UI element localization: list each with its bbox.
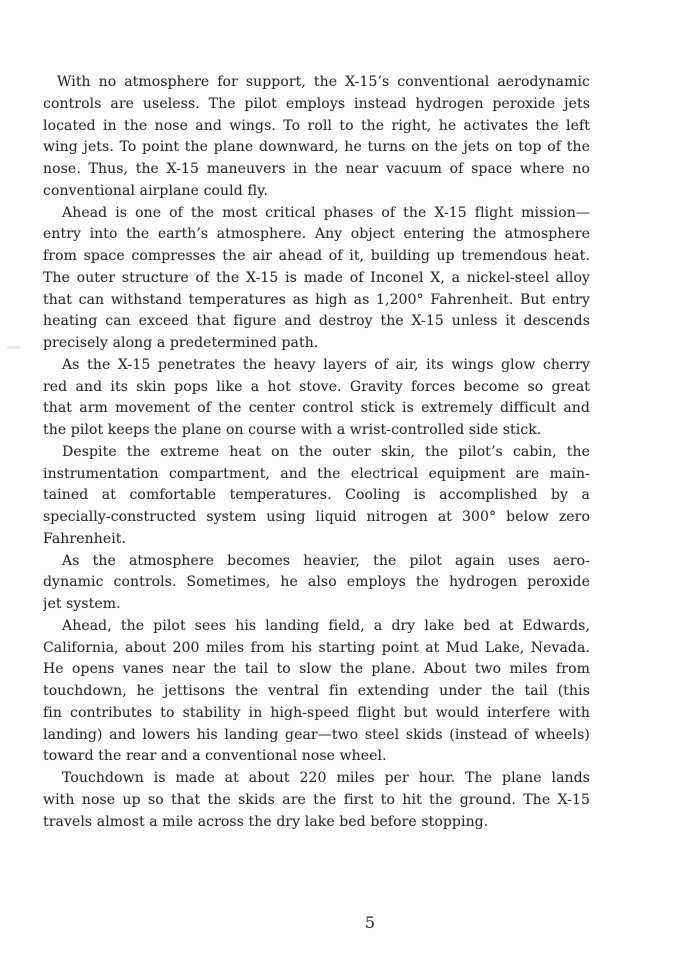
text-line: The outer structure of the X-15 is made of Inconel X, a nickel-steel alloy bbox=[43, 269, 590, 286]
body-text bbox=[43, 72, 590, 833]
text-line: wing jets. To point the plane downward, he turns on the jets on top of the bbox=[43, 139, 590, 156]
text-line: touchdown, he jettisons the ventral fin extending under the tail (this bbox=[43, 683, 590, 699]
scan-smudge-mark bbox=[7, 346, 20, 349]
text-line: red and its skin pops like a hot stove. Gravity forces become so great bbox=[43, 378, 590, 395]
text-line: Touchdown is made at about 220 miles per hour. The plane lands bbox=[62, 770, 590, 786]
page-number: 5 bbox=[364, 913, 376, 932]
text-line: jet system. bbox=[43, 596, 121, 612]
text-line: As the atmosphere becomes heavier, the pilot again uses aero- bbox=[62, 552, 590, 569]
text-line: precisely along a predetermined path. bbox=[43, 335, 319, 351]
text-line: located in the nose and wings. To roll to the right, he activates the left bbox=[43, 117, 590, 134]
text-line: toward the rear and a conventional nose wheel. bbox=[43, 748, 387, 765]
text-line: that can withstand temperatures as high as 1,200° Fahrenheit. But entry bbox=[43, 291, 590, 308]
text-line: the pilot keeps the plane on course with a wrist-controlled side stick. bbox=[43, 422, 542, 438]
text-line: travels almost a mile across the dry lake bed before stopping. bbox=[43, 813, 489, 830]
text-line: Ahead is one of the most critical phases of the X-15 flight mission— bbox=[62, 204, 590, 221]
text-line: landing) and lowers his landing gear—two steel skids (instead of wheels) bbox=[43, 726, 590, 743]
text-line: fin contributes to stability in high-speed flight but would interfere with bbox=[43, 704, 590, 721]
text-line: dynamic controls. Sometimes, he also employs the hydrogen peroxide bbox=[43, 574, 590, 591]
text-line: instrumentation compartment, and the electrical equipment are main- bbox=[43, 465, 590, 482]
text-line: entry into the earth’s atmosphere. Any object entering the atmosphere bbox=[43, 226, 590, 243]
text-line: tained at comfortable temperatures. Cooling is accomplished by a bbox=[43, 487, 590, 504]
text-line: With no atmosphere for support, the X-15’s conventional aerodynamic bbox=[57, 74, 590, 90]
text-line: California, about 200 miles from his starting point at Mud Lake, Nevada. bbox=[43, 639, 590, 656]
text-line: As the X-15 penetrates the heavy layers of air, its wings glow cherry bbox=[62, 356, 590, 373]
text-line: heating can exceed that figure and destroy the X-15 unless it descends bbox=[43, 313, 590, 330]
text-line: with nose up so that the skids are the first to hit the ground. The X-15 bbox=[43, 791, 590, 808]
text-line: that arm movement of the center control stick is extremely difficult and bbox=[43, 400, 590, 417]
text-line: He opens vanes near the tail to slow the plane. About two miles from bbox=[43, 661, 590, 678]
text-line: Ahead, the pilot sees his landing field, a dry lake bed at Edwards, bbox=[62, 617, 590, 634]
text-line: conventional airplane could fly. bbox=[43, 182, 268, 199]
text-line: from space compresses the air ahead of it, building up tremendous heat. bbox=[43, 248, 590, 264]
text-line: Despite the extreme heat on the outer skin, the pilot’s cabin, the bbox=[62, 443, 590, 460]
text-line: Fahrenheit. bbox=[43, 530, 127, 547]
text-line: specially-constructed system using liquid nitrogen at 300° below zero bbox=[43, 509, 590, 525]
text-line: controls are useless. The pilot employs instead hydrogen peroxide jets bbox=[43, 95, 590, 112]
text-line: nose. Thus, the X-15 maneuvers in the near vacuum of space where no bbox=[43, 161, 590, 177]
